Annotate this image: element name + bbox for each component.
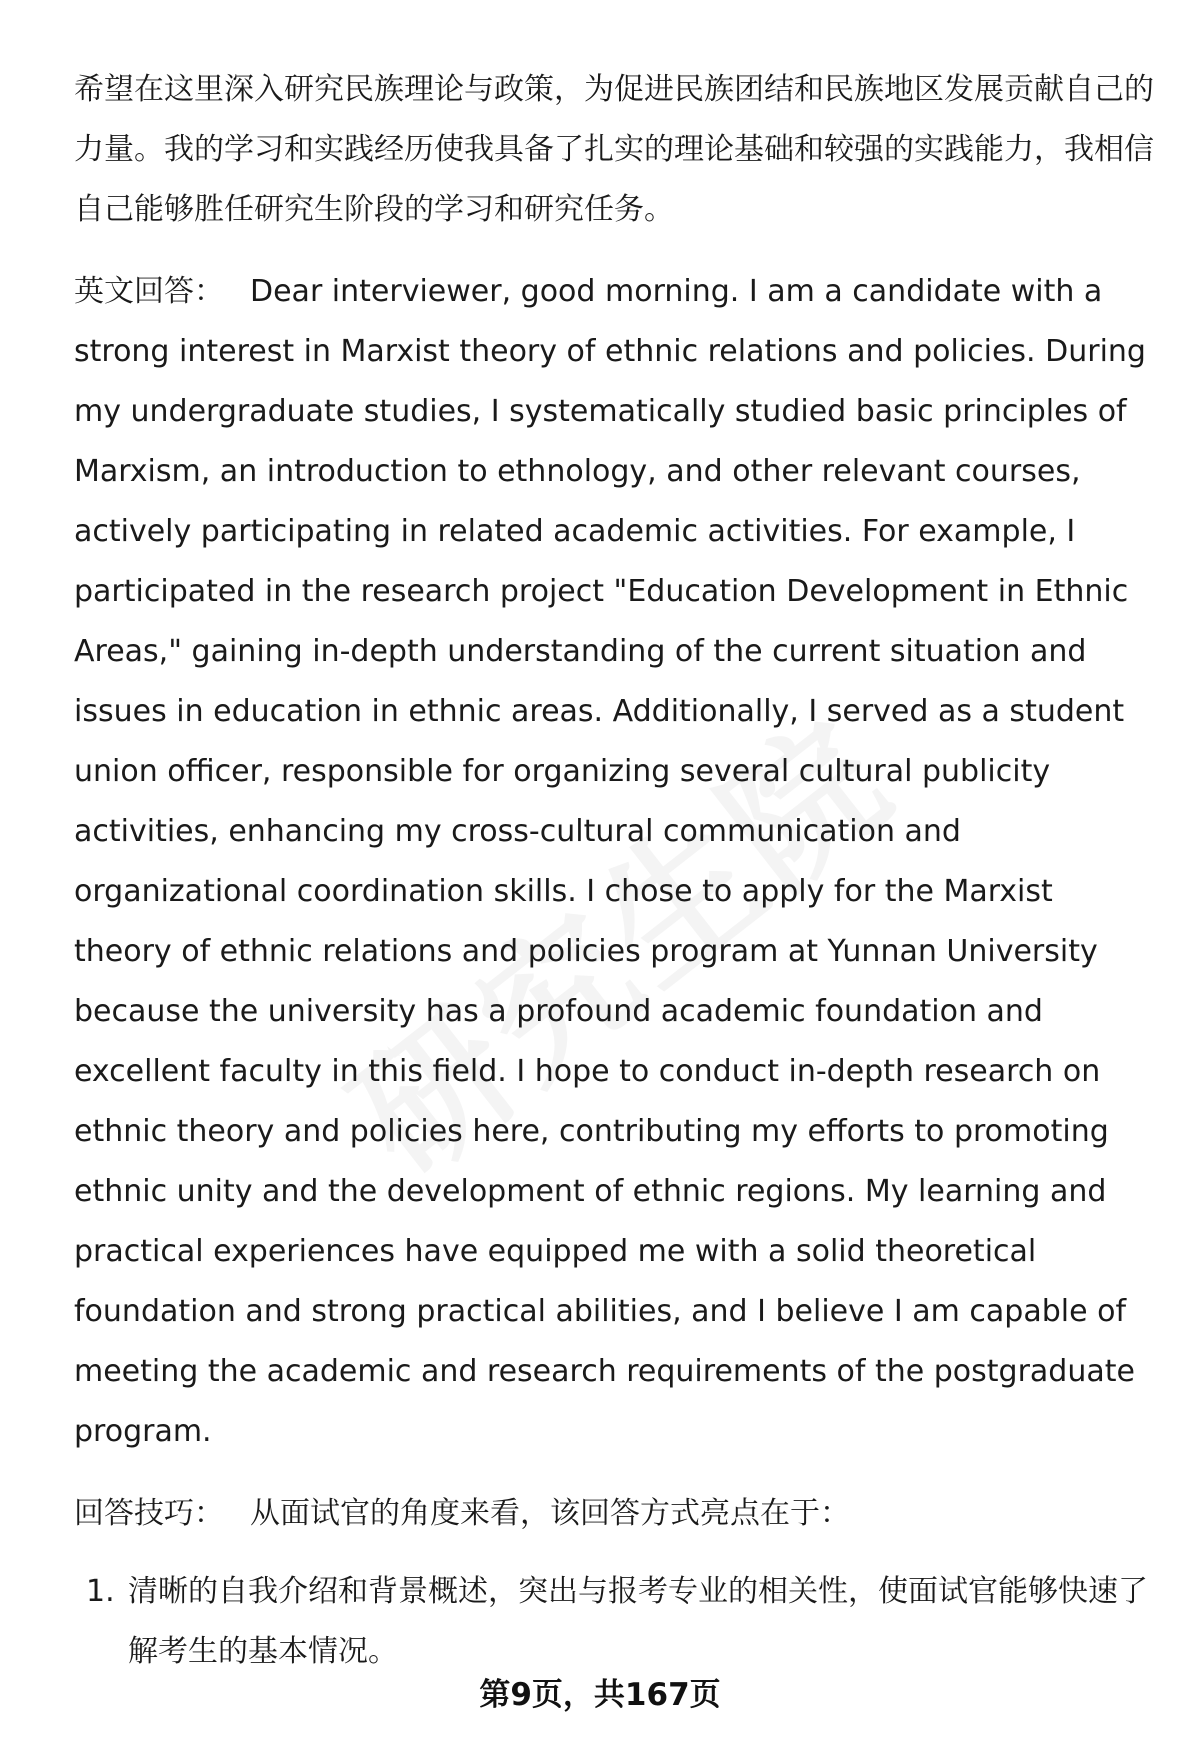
answer-tips-text: 从面试官的角度来看，该回答方式亮点在于：	[250, 1496, 850, 1531]
answer-tips-label: 回答技巧：	[74, 1496, 224, 1531]
tips-list	[74, 1562, 1154, 1682]
list-item-number: 1.	[86, 1574, 115, 1609]
list-item	[74, 1562, 1154, 1682]
document-page	[74, 60, 1154, 1682]
english-answer-label: 英文回答：	[74, 274, 224, 309]
english-answer-paragraph	[74, 262, 1154, 1462]
page-footer: 第9页，共167页	[479, 1677, 721, 1713]
list-item-text: 清晰的自我介绍和背景概述，突出与报考专业的相关性，使面试官能够快速了解考生的基本情况。	[128, 1574, 1148, 1669]
english-answer-text: Dear interviewer, good morning. I am a candidate with a strong interest in Marxist theory of ethnic relations and policies. During my undergraduate studies, I systematically studied basic principles of Marxism, an introduction to ethnology, and other relevant courses, actively participating in related academic activities. For example, I participated in the research project "Education Development in Ethnic Areas," gaining in-depth understanding of the current situation and issues in education in ethnic areas. Additionally, I served as a student union officer, responsible for organizing several cultural publicity activities, enhancing my cross-cultural communication and organizational coordination skills. I chose to apply for the Marxist theory of ethnic relations and policies program at Yunnan University because the university has a profound academic foundation and excellent faculty in this field. I hope to conduct in-depth research on ethnic theory and policies here, contributing my efforts to promoting ethnic unity and the development of ethnic regions. My learning and practical experiences have equipped me with a solid theoretical foundation and strong practical abilities, and I believe I am capable of meeting the academic and research requirements of the postgraduate program.	[74, 274, 1146, 1449]
intro-paragraph: 希望在这里深入研究民族理论与政策，为促进民族团结和民族地区发展贡献自己的力量。我的学习和实践经历使我具备了扎实的理论基础和较强的实践能力，我相信自己能够胜任研究生阶段的学习和研究任务。	[74, 72, 1154, 227]
answer-tips-paragraph	[74, 1484, 1154, 1544]
